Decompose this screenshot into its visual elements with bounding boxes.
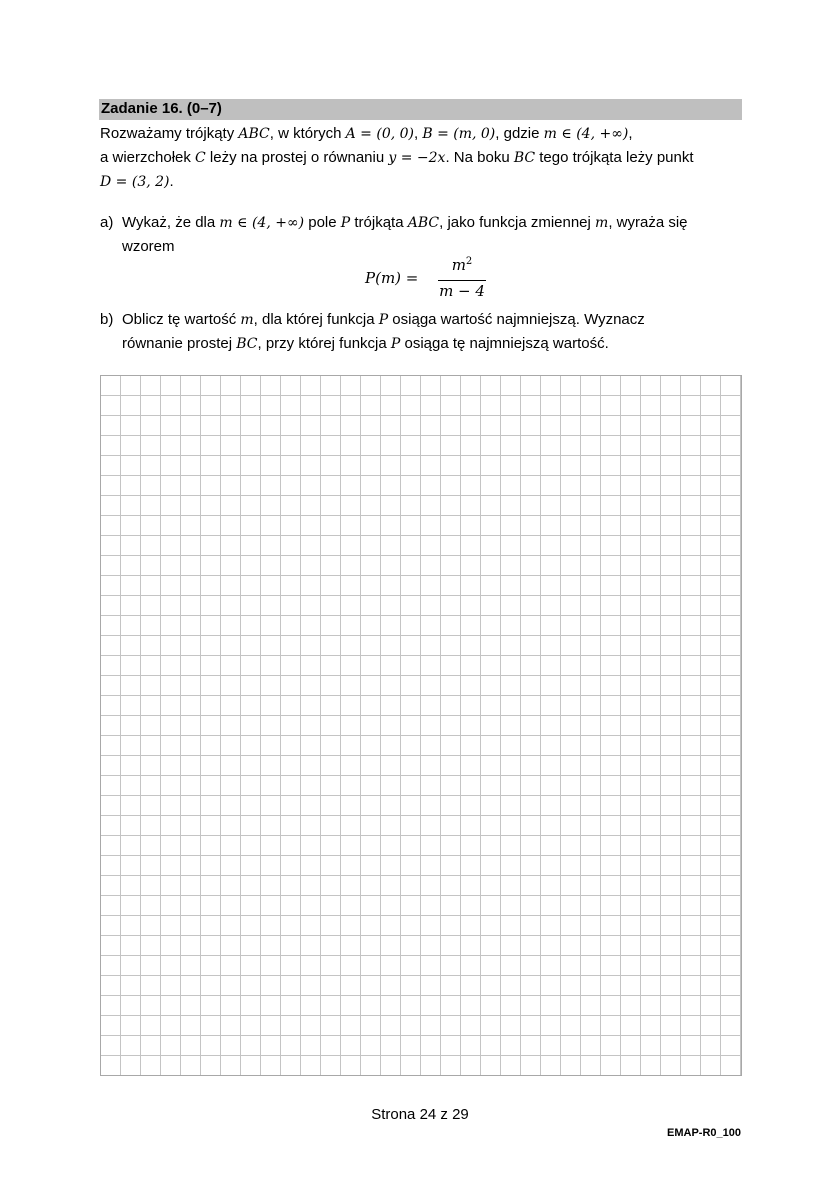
task-header <box>99 99 742 120</box>
math: m <box>595 215 609 231</box>
text: a wierzchołek <box>100 149 196 166</box>
formula-numerator: $m^2$ <box>451 256 473 274</box>
math: ABC <box>407 215 440 231</box>
math: y = −2x <box>388 150 446 166</box>
text: równanie prostej <box>122 335 237 352</box>
formula-denominator: m − 4 <box>439 282 485 300</box>
part-b-line-2 <box>122 332 767 356</box>
exam-code: EMAP-R0_100 <box>667 1127 741 1139</box>
text: . <box>169 173 174 190</box>
task-intro <box>100 122 745 194</box>
math: B = (m, 0) <box>422 126 496 142</box>
text: , dla której funkcja <box>253 311 379 328</box>
part-b-label: b) <box>100 311 114 328</box>
math: P <box>340 215 351 231</box>
math: A = (0, 0) <box>345 126 414 142</box>
part-a-label: a) <box>100 214 114 231</box>
part-a <box>100 211 767 258</box>
text: , w których <box>269 125 346 142</box>
intro-line-2 <box>100 146 745 170</box>
math: m ∈ (4, +∞) <box>219 215 305 231</box>
text: Oblicz tę wartość <box>122 311 241 328</box>
text: . Na boku <box>445 149 514 166</box>
part-b <box>100 308 767 356</box>
part-a-line-2: wzorem <box>122 238 175 255</box>
math: D = (3, 2) <box>100 174 170 190</box>
math: C <box>195 150 206 166</box>
math: ABC <box>238 126 270 142</box>
math: BC <box>513 150 536 166</box>
text: , wyraża się <box>608 214 688 231</box>
intro-line-3 <box>100 170 745 194</box>
text: osiąga tę najmniejszą wartość. <box>400 335 609 352</box>
math: m ∈ (4, +∞) <box>543 126 629 142</box>
text: pole <box>304 214 341 231</box>
part-a-line-1 <box>100 211 767 235</box>
text: osiąga wartość najmniejszą. Wyznacz <box>388 311 645 328</box>
text: , przy której funkcja <box>257 335 391 352</box>
text: trójkąta <box>350 214 408 231</box>
page-number: Strona 24 z 29 <box>371 1106 469 1123</box>
text: Wykaż, że dla <box>122 214 220 231</box>
part-b-line-1 <box>100 308 767 332</box>
text: tego trójkąta leży punkt <box>535 149 694 166</box>
math: BC <box>236 336 258 352</box>
formula-lhs: P(m) = <box>365 269 419 287</box>
task-title: Zadanie 16. (0–7) <box>101 100 222 117</box>
math: m <box>240 312 254 328</box>
intro-line-1 <box>100 122 745 146</box>
text: , jako funkcja zmiennej <box>439 214 596 231</box>
text: , <box>628 125 633 142</box>
answer-grid[interactable] <box>100 375 742 1076</box>
text: , gdzie <box>495 125 544 142</box>
math: P <box>390 336 401 352</box>
text: leży na prostej o równaniu <box>205 149 389 166</box>
fraction-bar <box>438 280 486 281</box>
math: P <box>378 312 389 328</box>
text: , <box>414 125 423 142</box>
text: Rozważamy trójkąty <box>100 125 239 142</box>
